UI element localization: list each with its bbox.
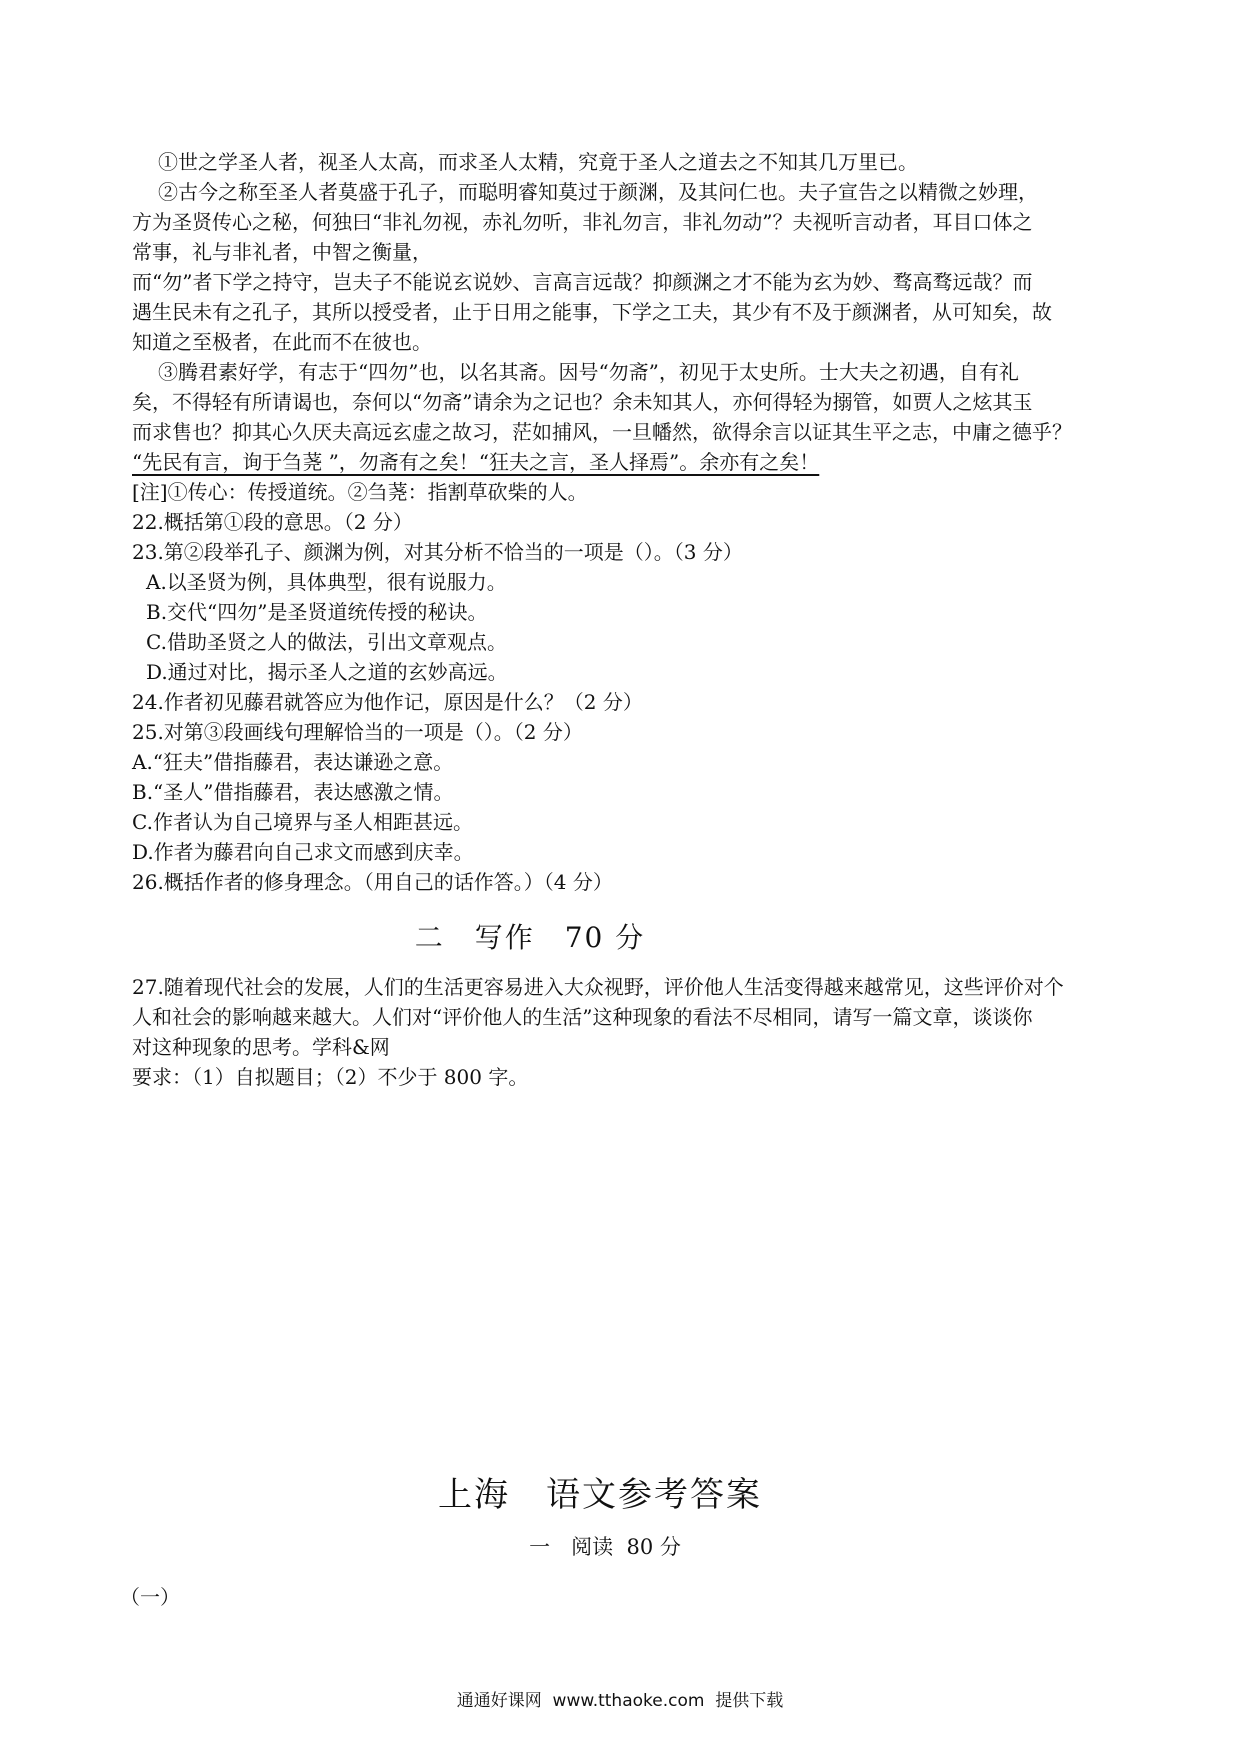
question-23-option-b: B.交代“四勿”是圣贤道统传授的秘诀。 xyxy=(146,600,488,624)
passage-paragraph-3-line: 矣，不得轻有所请谒也，奈何以“勿斋”请余为之记也？余未知其人，亦何得轻为搦管，如贾人之炫其玉 xyxy=(132,390,1033,414)
passage-paragraph-2-line: 知道之至极者，在此而不在彼也。 xyxy=(132,330,432,354)
writing-section-title: 二 写作 70 分 xyxy=(414,921,646,954)
passage-paragraph-1-line: ①世之学圣人者，视圣人太高，而求圣人太精，究竟于圣人之道去之不知其几万里已。 xyxy=(158,150,918,174)
page-footer: 通通好课网 www.tthaoke.com 提供下载 xyxy=(456,1691,784,1711)
question-22: 22.概括第①段的意思。（2 分） xyxy=(132,510,413,534)
passage-paragraph-2-line: ②古今之称至圣人者莫盛于孔子，而聪明睿知莫过于颜渊，及其问仁也。夫子宣告之以精微之妙理， xyxy=(158,180,1038,204)
passage-paragraph-2-line: 而“勿”者下学之持守，岂夫子不能说玄说妙、言高言远哉？抑颜渊之才不能为玄为妙、骛高骛远哉？而 xyxy=(132,270,1033,294)
passage-paragraph-2-line: 常事，礼与非礼者，中智之衡量， xyxy=(132,240,432,264)
question-25-option-d: D.作者为藤君向自己求文而感到庆幸。 xyxy=(132,840,474,864)
question-23-option-d: D.通过对比，揭示圣人之道的玄妙高远。 xyxy=(146,660,508,684)
question-27-line: 人和社会的影响越来越大。人们对“评价他人的生活”这种现象的看法不尽相同，请写一篇文章，谈谈你 xyxy=(132,1005,1033,1029)
answer-section-subtitle: 一 阅读 80 分 xyxy=(529,1535,681,1559)
question-26: 26.概括作者的修身理念。（用自己的话作答。）（4 分） xyxy=(132,870,613,894)
passage-paragraph-3-line: 而求售也？抑其心久厌夫高远玄虚之故习，茫如捕风，一旦幡然，欲得余言以证其生平之志，中庸之德乎？ xyxy=(132,420,1072,444)
passage-paragraph-3-line: ③腾君素好学，有志于“四勿”也，以名其斋。因号“勿斋”，初见于太史所。士大夫之初遇，自有礼 xyxy=(158,360,1019,384)
annotation-note: [注]①传心：传授道统。②刍荛：指割草砍柴的人。 xyxy=(132,480,588,504)
question-25-option-a: A.“狂夫”借指藤君，表达谦逊之意。 xyxy=(132,750,454,774)
passage-paragraph-2-line: 遇生民未有之孔子，其所以授受者，止于日用之能事，下学之工夫，其少有不及于颜渊者，从可知矣，故 xyxy=(132,300,1052,324)
question-24: 24.作者初见藤君就答应为他作记，原因是什么？（2 分） xyxy=(132,690,643,714)
question-23: 23.第②段举孔子、颜渊为例，对其分析不恰当的一项是（）。（3 分） xyxy=(132,540,743,564)
question-25-option-b: B.“圣人”借指藤君，表达感激之情。 xyxy=(132,780,454,804)
passage-paragraph-2-line: 方为圣贤传心之秘，何独曰“非礼勿视，赤礼勿听，非礼勿言，非礼勿动”？夫视听言动者，耳目口体之 xyxy=(132,210,1033,234)
passage-underlined-line: “先民有言，询于刍荛 ”，勿斋有之矣！“狂夫之言，圣人择焉”。余亦有之矣！ xyxy=(132,450,820,474)
question-23-option-c: C.借助圣贤之人的做法，引出文章观点。 xyxy=(146,630,507,654)
answer-key-title: 上海 语文参考答案 xyxy=(438,1475,762,1515)
writing-requirement: 要求：（1）自拟题目；（2）不少于 800 字。 xyxy=(132,1065,529,1089)
question-25-option-c: C.作者认为自己境界与圣人相距甚远。 xyxy=(132,810,473,834)
question-27-line: 对这种现象的思考。学科&网 xyxy=(132,1035,390,1059)
answer-part-label: （一） xyxy=(120,1585,180,1609)
question-27-line: 27.随着现代社会的发展，人们的生活更容易进入大众视野，评价他人生活变得越来越常见，这些评价对个 xyxy=(132,975,1064,999)
question-25: 25.对第③段画线句理解恰当的一项是（）。（2 分） xyxy=(132,720,583,744)
question-23-option-a: A.以圣贤为例，具体典型，很有说服力。 xyxy=(146,570,507,594)
